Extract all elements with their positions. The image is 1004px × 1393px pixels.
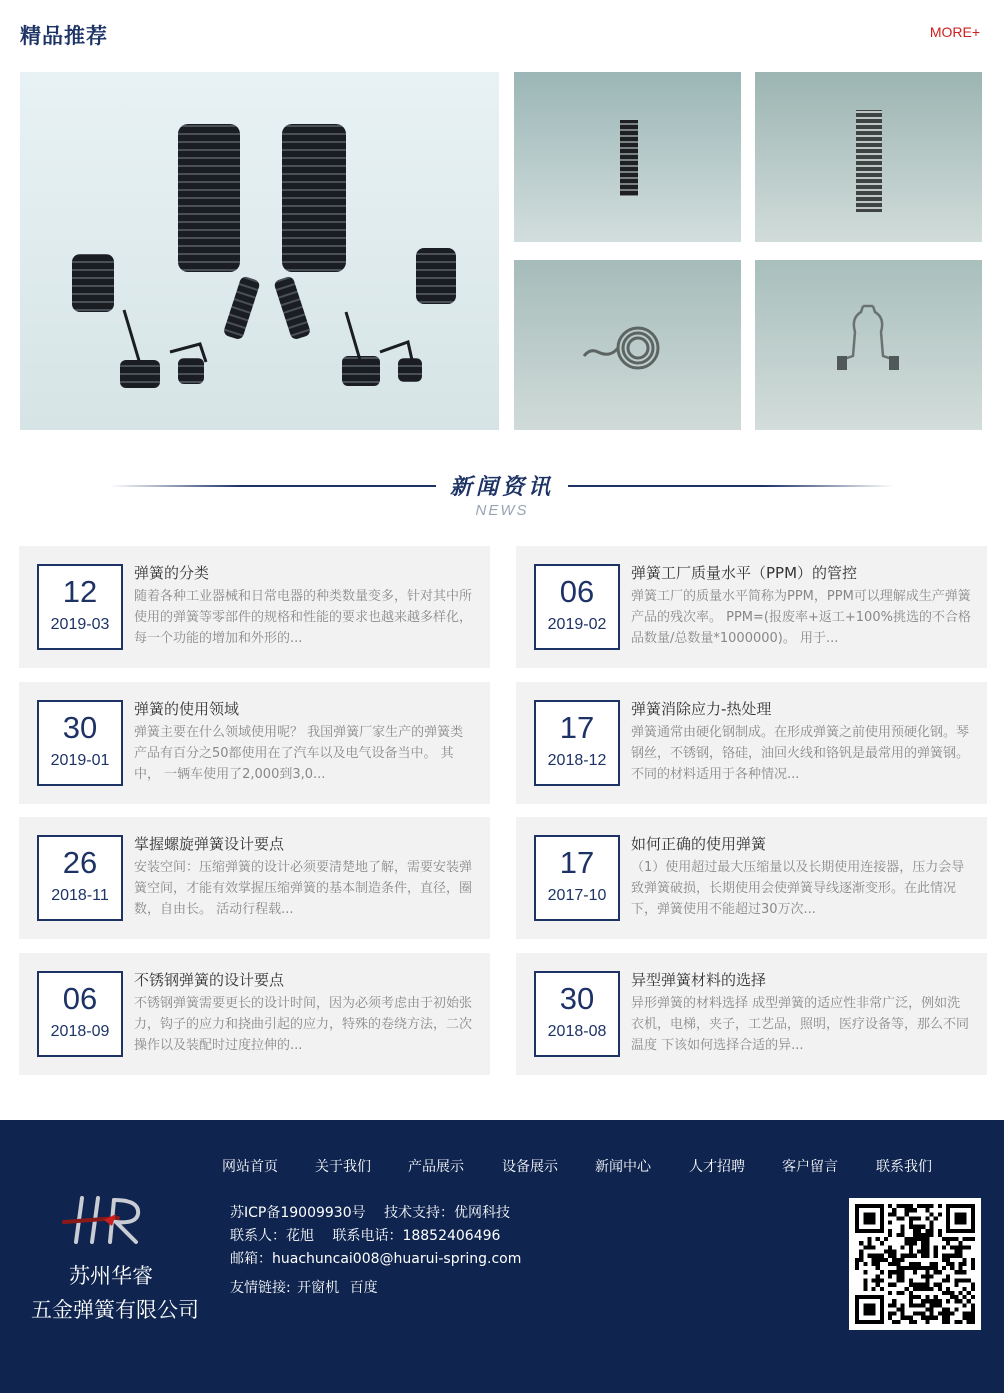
news-item[interactable] xyxy=(19,817,490,939)
footer-nav-contact[interactable]: 联系我们 xyxy=(876,1159,932,1175)
footer-info xyxy=(230,1202,790,1300)
friend-links xyxy=(230,1277,790,1300)
featured-title: 精品推荐 xyxy=(20,24,108,48)
news-year-month: 2019-03 xyxy=(50,616,110,633)
news-day: 12 xyxy=(62,574,98,609)
product-image-main[interactable] xyxy=(20,72,499,430)
news-year-month: 2018-12 xyxy=(547,752,607,769)
news-excerpt: 安装空间：压缩弹簧的设计必须要清楚地了解，需要安装弹簧空间，才能有效掌握压缩弹簧的基本制造条件，直径，圈数，自由长。 活动行程载... xyxy=(134,860,473,917)
news-year-month: 2018-11 xyxy=(51,887,109,904)
news-date-box xyxy=(534,564,620,650)
news-year-month: 2018-09 xyxy=(50,1023,110,1040)
news-year-month: 2019-01 xyxy=(50,752,110,769)
footer-nav-about[interactable]: 关于我们 xyxy=(315,1159,371,1175)
tech-support: 技术支持：优网科技 xyxy=(384,1205,511,1221)
site-footer xyxy=(0,1120,1004,1393)
contact-person: 联系人：花旭 xyxy=(230,1228,314,1244)
news-heading-divider-right xyxy=(568,485,894,487)
news-day: 30 xyxy=(559,981,595,1016)
news-excerpt: 随着各种工业器械和日常电器的种类数量变多，针对其中所使用的弹簧等零部件的规格和性能的要求也越来越多样化，每一个功能的增加和外形的... xyxy=(134,589,473,646)
news-date-box xyxy=(37,700,123,786)
contact-email: 邮箱：huachuncai008@huarui-spring.com xyxy=(230,1251,522,1267)
news-item[interactable] xyxy=(19,546,490,668)
news-title-link[interactable]: 不锈钢弹簧的设计要点 xyxy=(134,971,285,989)
news-day: 26 xyxy=(62,845,98,880)
hr-logo-icon xyxy=(60,1192,160,1248)
news-title-link[interactable]: 弹簧的分类 xyxy=(134,564,210,582)
news-date-box xyxy=(37,564,123,650)
news-excerpt: 弹簧通常由硬化钢制成。在形成弹簧之前使用预硬化钢。琴钢丝，不锈钢，铬硅，油回火线和铬钒是最常用的弹簧钢。不同的材料适用于各种情况... xyxy=(631,725,970,782)
friend-link[interactable]: 百度 xyxy=(349,1280,378,1296)
news-title-link[interactable]: 异型弹簧材料的选择 xyxy=(631,971,767,989)
more-link[interactable]: MORE+ xyxy=(929,24,980,40)
news-day: 17 xyxy=(559,710,595,745)
friend-links-label: 友情链接: xyxy=(230,1280,291,1296)
footer-nav-equipment[interactable]: 设备展示 xyxy=(502,1159,558,1175)
news-heading-divider-left xyxy=(110,485,436,487)
news-heading xyxy=(0,466,1004,526)
news-item[interactable] xyxy=(516,953,987,1075)
news-day: 06 xyxy=(559,574,595,609)
news-excerpt: （1）使用超过最大压缩量以及长期使用连接器，压力会导致弹簧破损，长期使用会使弹簧导线逐渐变形。在此情况下，弹簧使用不能超过30万次... xyxy=(631,860,965,917)
news-heading-subtitle: NEWS xyxy=(475,502,529,519)
footer-nav-products[interactable]: 产品展示 xyxy=(408,1159,464,1175)
news-item[interactable] xyxy=(19,682,490,804)
news-date-box xyxy=(534,971,620,1057)
qr-code-icon xyxy=(849,1198,981,1330)
news-title-link[interactable]: 弹簧消除应力-热处理 xyxy=(631,700,772,718)
news-item[interactable] xyxy=(19,953,490,1075)
news-date-box xyxy=(37,835,123,921)
company-name-line1: 苏州华睿 xyxy=(69,1264,153,1288)
news-year-month: 2019-02 xyxy=(547,616,607,633)
news-year-month: 2017-10 xyxy=(547,887,607,904)
featured-header xyxy=(20,18,980,50)
news-item[interactable] xyxy=(516,546,987,668)
news-day: 17 xyxy=(559,845,595,880)
company-logo[interactable] xyxy=(20,1192,210,1332)
product-gallery xyxy=(20,72,982,430)
product-image-spiral-spring[interactable] xyxy=(514,260,741,430)
icp-number[interactable]: 苏ICP备19009930号 xyxy=(230,1205,366,1221)
news-title-link[interactable]: 弹簧的使用领域 xyxy=(134,700,240,718)
news-date-box xyxy=(534,700,620,786)
news-excerpt: 不锈钢弹簧需要更长的设计时间，因为必须考虑由于初始张力，钩子的应力和挠曲引起的应力，特殊的卷绕方法，二次操作以及装配时过度拉伸的... xyxy=(134,996,473,1053)
news-title-link[interactable]: 掌握螺旋弹簧设计要点 xyxy=(134,835,285,853)
footer-nav-news[interactable]: 新闻中心 xyxy=(595,1159,651,1175)
news-excerpt: 弹簧主要在什么领域使用呢？ 我国弹簧厂家生产的弹簧类产品有百分之50都使用在了汽车以及电气设备当中。 其中， 一辆车使用了2,000到3,0... xyxy=(134,725,464,782)
footer-nav xyxy=(222,1156,952,1178)
news-title-link[interactable]: 弹簧工厂质量水平（PPM）的管控 xyxy=(631,564,858,582)
news-excerpt: 异形弹簧的材料选择 成型弹簧的适应性非常广泛，例如洗衣机，电梯，夹子，工艺品，照明，医疗设备等，那么不同温度 下该如何选择合适的异... xyxy=(631,996,970,1053)
contact-phone: 联系电话：18852406496 xyxy=(332,1228,501,1244)
news-item[interactable] xyxy=(516,817,987,939)
news-heading-title: 新闻资讯 xyxy=(449,474,554,500)
news-day: 06 xyxy=(62,981,98,1016)
news-date-box xyxy=(534,835,620,921)
friend-link[interactable]: 开窗机 xyxy=(297,1280,340,1296)
footer-nav-message[interactable]: 客户留言 xyxy=(782,1159,838,1175)
footer-nav-jobs[interactable]: 人才招聘 xyxy=(689,1159,745,1175)
news-day: 30 xyxy=(62,710,98,745)
news-year-month: 2018-08 xyxy=(547,1023,607,1040)
product-image-wire-form[interactable] xyxy=(755,260,982,430)
product-image-long-spring[interactable] xyxy=(755,72,982,242)
company-name-line2: 五金弹簧有限公司 xyxy=(31,1298,199,1322)
news-title-link[interactable]: 如何正确的使用弹簧 xyxy=(631,835,767,853)
news-item[interactable] xyxy=(516,682,987,804)
product-image-compression-spring[interactable] xyxy=(514,72,741,242)
footer-nav-home[interactable]: 网站首页 xyxy=(222,1159,278,1175)
news-excerpt: 弹簧工厂的质量水平简称为PPM，PPM可以理解成生产弹簧产品的残次率。 PPM=(报废率+返工+100%挑选的不合格品数量/总数量*1000000)。 用于... xyxy=(631,589,971,646)
news-date-box xyxy=(37,971,123,1057)
